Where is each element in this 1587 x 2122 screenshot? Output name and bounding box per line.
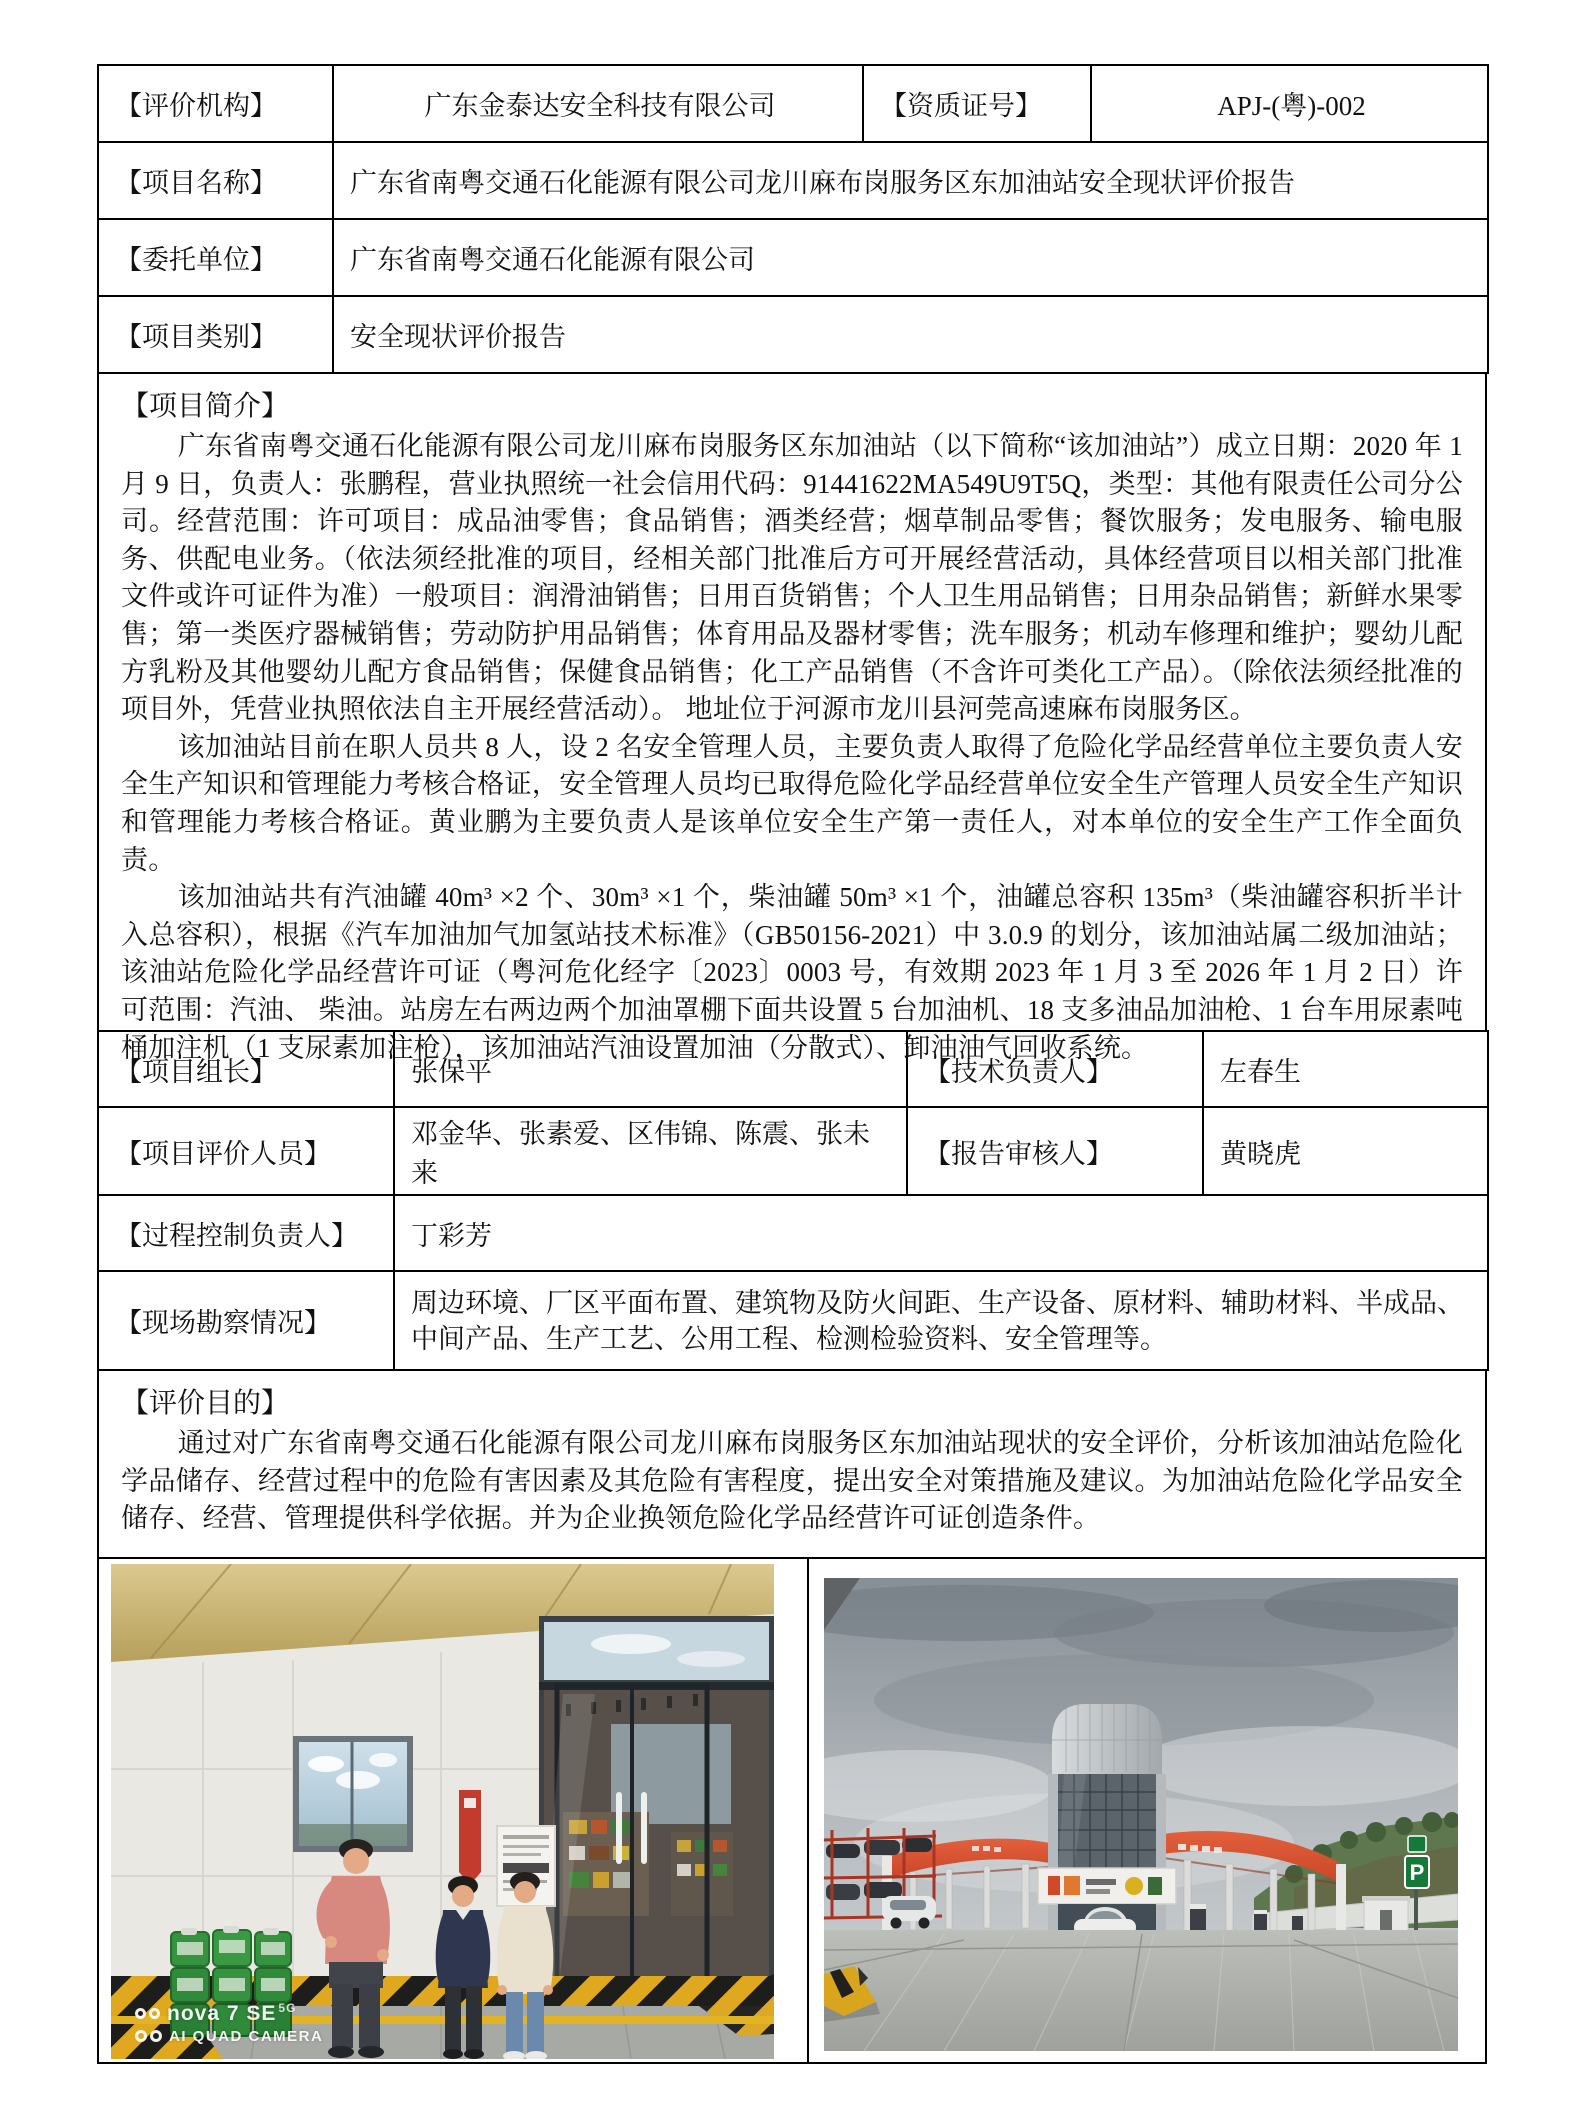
table-row <box>98 1195 1488 1271</box>
gas-station-illustration <box>824 1578 1458 2051</box>
brand-signboard <box>1038 1868 1176 1904</box>
parking-sign-letter: P <box>1409 1860 1425 1885</box>
field-value-evaluators: 邓金华、张素爱、区伟锦、陈震、张未来 <box>394 1107 907 1195</box>
section-heading-purpose: 【评价目的】 <box>121 1388 290 1419</box>
table-row <box>98 1271 1488 1370</box>
section-heading-intro: 【项目简介】 <box>121 391 290 422</box>
project-intro-section <box>97 372 1487 1063</box>
field-label-site-survey: 【现场勘察情况】 <box>98 1271 394 1370</box>
field-value-project-name: 广东省南粤交通石化能源有限公司龙川麻布岗服务区东加油站安全现状评价报告 <box>333 142 1488 219</box>
field-label-process-control: 【过程控制负责人】 <box>98 1195 394 1271</box>
camera-logo-rings <box>135 2030 162 2042</box>
evaluation-purpose-section <box>97 1369 1487 1559</box>
canopy-end-column <box>1336 1864 1346 1936</box>
watermark-brand: nova 7 SE <box>167 2001 277 2025</box>
field-value-client: 广东省南粤交通石化能源有限公司 <box>333 219 1488 296</box>
field-label-project-type: 【项目类别】 <box>98 296 333 373</box>
header-table <box>97 64 1489 374</box>
site-photo-shop-entrance <box>111 1564 807 2059</box>
field-label-project-leader: 【项目组长】 <box>98 1031 394 1107</box>
field-value-tech-director: 左春生 <box>1203 1031 1488 1107</box>
table-row <box>98 296 1488 373</box>
field-value-process-control: 丁彩芳 <box>394 1195 1488 1271</box>
watermark-subtitle: AI QUAD CAMERA <box>169 2027 324 2045</box>
red-wall-sign <box>459 1790 481 1885</box>
interior-back-window <box>611 1724 731 1824</box>
evaluation-report-page <box>97 64 1487 2064</box>
site-photo-gas-station <box>824 1578 1485 2051</box>
field-value-agency: 广东金泰达安全科技有限公司 <box>333 65 863 142</box>
intro-paragraph-1: 广东省南粤交通石化能源有限公司龙川麻布岗服务区东加油站（以下简称“该加油站”）成立日期：2020 年 1 月 9 日，负责人：张鹏程，营业执照统一社会信用代码：91441622MA549U9T5Q，类型：其他有限责任公司分公司。经营范围：许可项目：成品油零售；食品销售；酒类经营；烟草制品零售；餐饮服务；发电服务、输电服务、供配电业务。（依法须经批准的项目，经相关部门批准后方可开展经营活动，具体经营项目以相关部门批准文件或许可证件为准）一般项目：润滑油销售；日用百货销售；个人卫生用品销售；日用杂品销售；新鲜水果零售；第一类医疗器械销售；劳动防护用品销售；体育用品及器材零售；洗车服务；机动车修理和维护；婴幼儿配方乳粉及其他婴幼儿配方食品销售；保健食品销售；化工产品销售（不含许可类化工产品）。（除依法须经批准的项目外，凭营业执照依法自主开展经营活动）。 地址位于河源市龙川县河莞高速麻布岗服务区。 <box>121 431 1463 725</box>
camera-logo-rings <box>135 2008 160 2019</box>
table-row <box>98 219 1488 296</box>
camera-watermark <box>135 2002 323 2045</box>
field-value-site-survey: 周边环境、厂区平面布置、建筑物及防火间距、生产设备、原材料、辅助材料、半成品、中间产品、生产工艺、公用工程、检测检验资料、安全管理等。 <box>394 1271 1488 1370</box>
table-row <box>98 1107 1488 1195</box>
shop-entrance-glass <box>539 1616 774 1996</box>
field-label-evaluators: 【项目评价人员】 <box>98 1107 394 1195</box>
field-label-client: 【委托单位】 <box>98 219 333 296</box>
team-table <box>97 1030 1489 1371</box>
field-value-project-leader: 张保平 <box>394 1031 907 1107</box>
shop-entrance-illustration <box>111 1564 774 2059</box>
field-label-report-reviewer: 【报告审核人】 <box>907 1107 1203 1195</box>
table-row <box>98 65 1488 142</box>
shop-window <box>293 1736 413 1852</box>
concrete-apron <box>824 1930 1458 2051</box>
door-handle <box>641 1792 647 1864</box>
watermark-5g-badge: 5G <box>278 2000 297 2015</box>
field-label-agency: 【评价机构】 <box>98 65 333 142</box>
door-handle <box>616 1792 622 1864</box>
purpose-paragraph: 通过对广东省南粤交通石化能源有限公司龙川麻布岗服务区东加油站现状的安全评价，分析该加油站危险化学品储存、经营过程中的危险有害因素及其危险有害程度，提出安全对策措施及建议。为加油站危险化学品安全储存、经营、管理提供科学依据。并为企业换领危险化学品经营许可证创造条件。 <box>121 1428 1463 1534</box>
photo-cell-right <box>809 1559 1485 2062</box>
intro-paragraph-2: 该加油站目前在职人员共 8 人，设 2 名安全管理人员，主要负责人取得了危险化学品经营单位主要负责人安全生产知识和管理能力考核合格证，安全管理人员均已取得危险化学品经营单位安全生产管理人员安全生产知识和管理能力考核合格证。黄业鹏为主要负责人是该单位安全生产第一责任人，对本单位的安全生产工作全面负责。 <box>121 731 1463 875</box>
field-label-project-name: 【项目名称】 <box>98 142 333 219</box>
field-value-report-reviewer: 黄晓虎 <box>1203 1107 1488 1195</box>
intro-paragraph-3: 该加油站共有汽油罐 40m³ ×2 个、30m³ ×1 个，柴油罐 50m³ ×1 个，油罐总容积 135m³（柴油罐容积折半计入总容积），根据《汽车加油加气加氢站技术标准》（GB50156-2021）中 3.0.9 的划分，该加油站属二级加油站；该油站危险化学品经营许可证（粤河危化经字〔2023〕0003 号，有效期 2023 年 1 月 3 至 2026 年 1 月 2 日）许可范围：汽油、 柴油。站房左右两边两个加油罩棚下面共设置 5 台加油机、18 支多油品加油枪、1 台车用尿素吨桶加注机（1 支尿素加注枪），该加油站汽油设置加油（分散式）、卸油油气回收系统。 <box>121 882 1463 1063</box>
site-photos-row <box>97 1557 1487 2064</box>
field-value-certificate: APJ-(粤)-002 <box>1091 65 1488 142</box>
service-building <box>1362 1896 1410 1934</box>
field-label-tech-director: 【技术负责人】 <box>907 1031 1203 1107</box>
photo-cell-left <box>99 1559 809 2062</box>
table-row <box>98 142 1488 219</box>
field-label-certificate: 【资质证号】 <box>863 65 1091 142</box>
field-value-project-type: 安全现状评价报告 <box>333 296 1488 373</box>
